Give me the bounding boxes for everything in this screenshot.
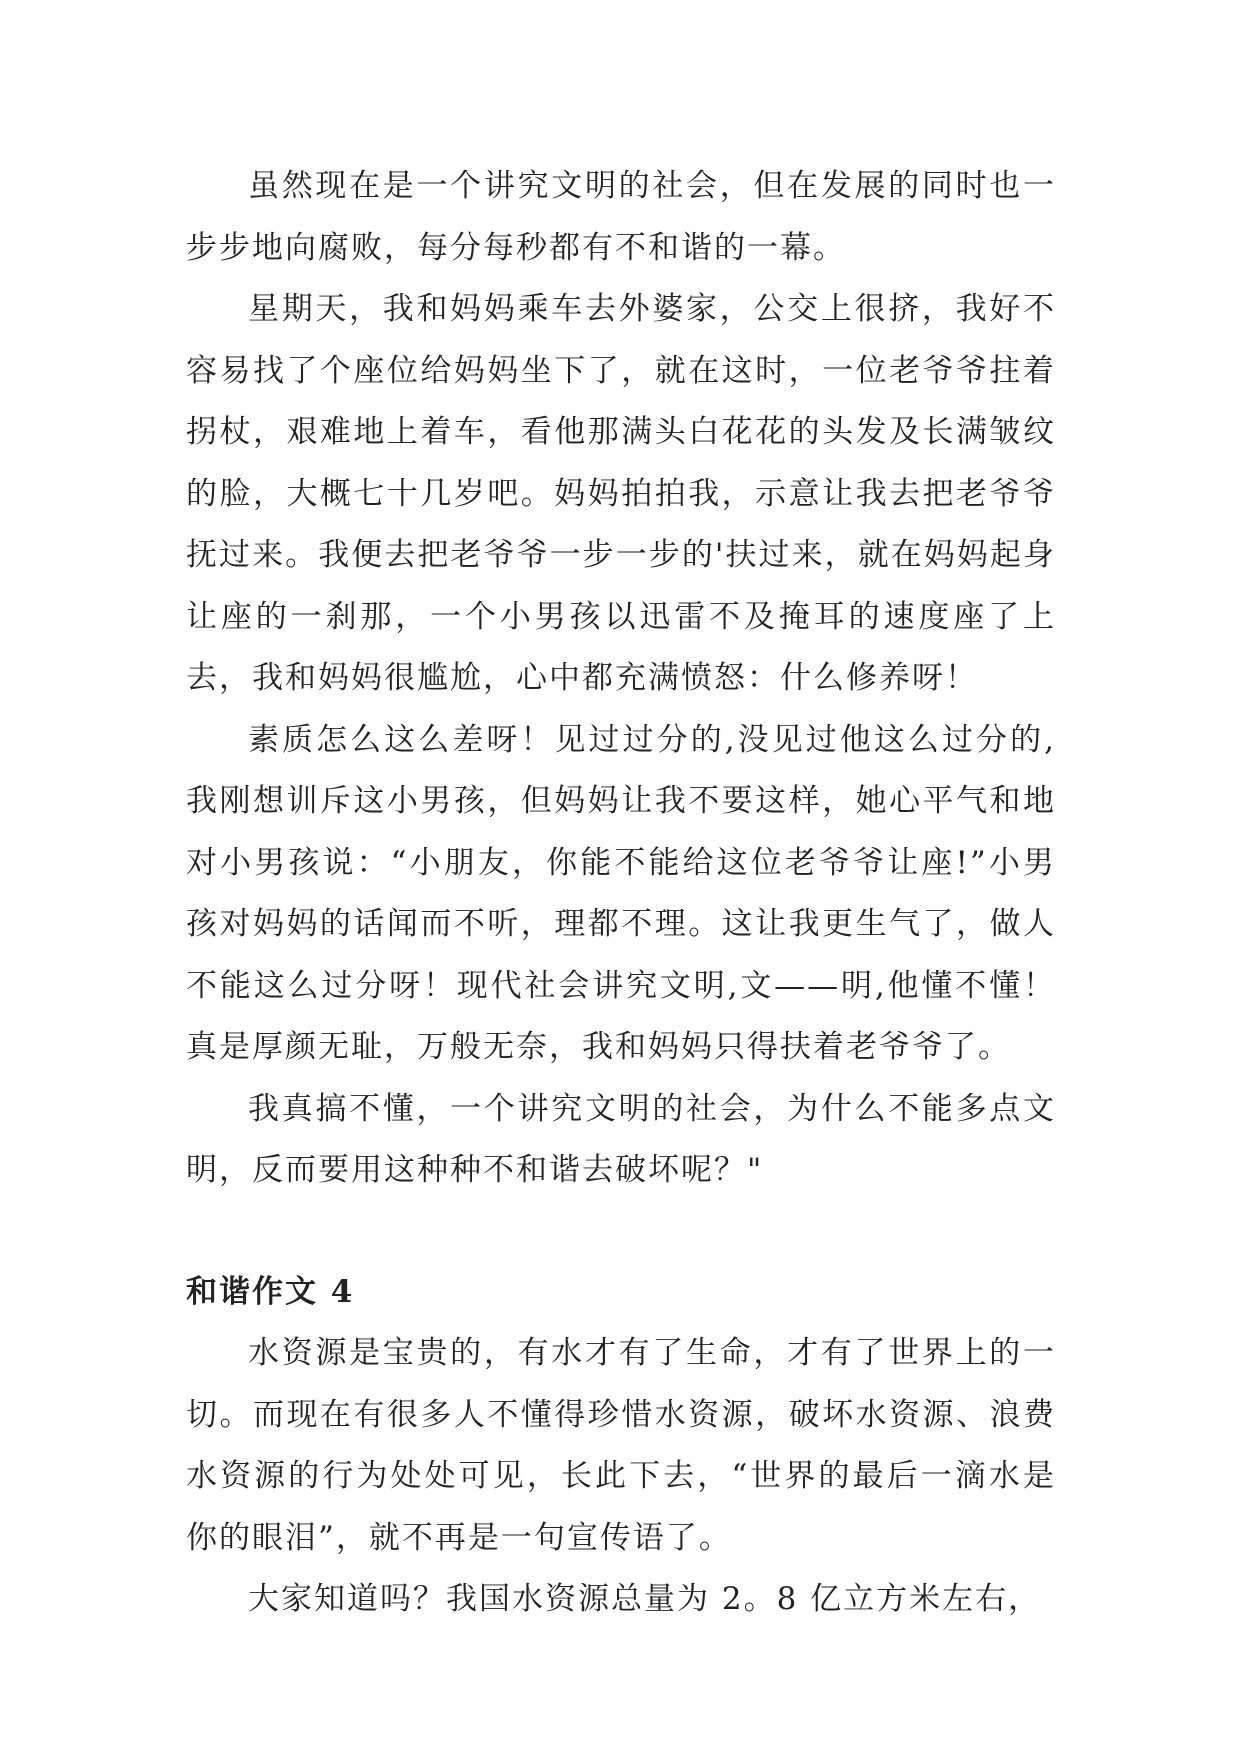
- paragraph: 水资源是宝贵的，有水才有了生命，才有了世界上的一切。而现在有很多人不懂得珍惜水资源，破坏水资源、浪费水资源的行为处处可见，长此下去，“世界的最后一滴水是你的眼泪”，就不再是一句宣传语了。: [186, 1335, 1056, 1556]
- paragraph: 我真搞不懂，一个讲究文明的社会，为什么不能多点文明，反而要用这种种不和谐去破坏呢？": [186, 1090, 1056, 1188]
- paragraph: 素质怎么这么差呀！见过过分的,没见过他这么过分的,我刚想训斥这小男孩，但妈妈让我不要这样，她心平气和地对小男孩说：“小朋友，你能不能给这位老爷爷让座!”小男孩对妈妈的话闻而不听，理都不理。这让我更生气了，做人不能这么过分呀！现代社会讲究文明,文——明,他懂不懂！真是厚颜无耻，万般无奈，我和妈妈只得扶着老爷爷了。: [186, 721, 1056, 1065]
- section-title: 和谐作文 4: [186, 1273, 355, 1310]
- paragraph: 星期天，我和妈妈乘车去外婆家，公交上很挤，我好不容易找了个座位给妈妈坐下了，就在这时，一位老爷爷拄着拐杖，艰难地上着车，看他那满头白花花的头发及长满皱纹的脸，大概七十几岁吧。妈妈拍拍我，示意让我去把老爷爷抚过来。我便去把老爷爷一步一步的'扶过来，就在妈妈起身让座的一刹那，一个小男孩以迅雷不及掩耳的速度座了上去，我和妈妈很尴尬，心中都充满愤怒：什么修养呀！: [186, 291, 1056, 696]
- paragraph: 大家知道吗？我国水资源总量为 2。8 亿立方米左右，: [248, 1581, 1042, 1617]
- document-body: [186, 156, 1056, 1631]
- paragraph: 虽然现在是一个讲究文明的社会，但在发展的同时也一步步地向腐败，每分每秒都有不和谐的一幕。: [186, 168, 1056, 266]
